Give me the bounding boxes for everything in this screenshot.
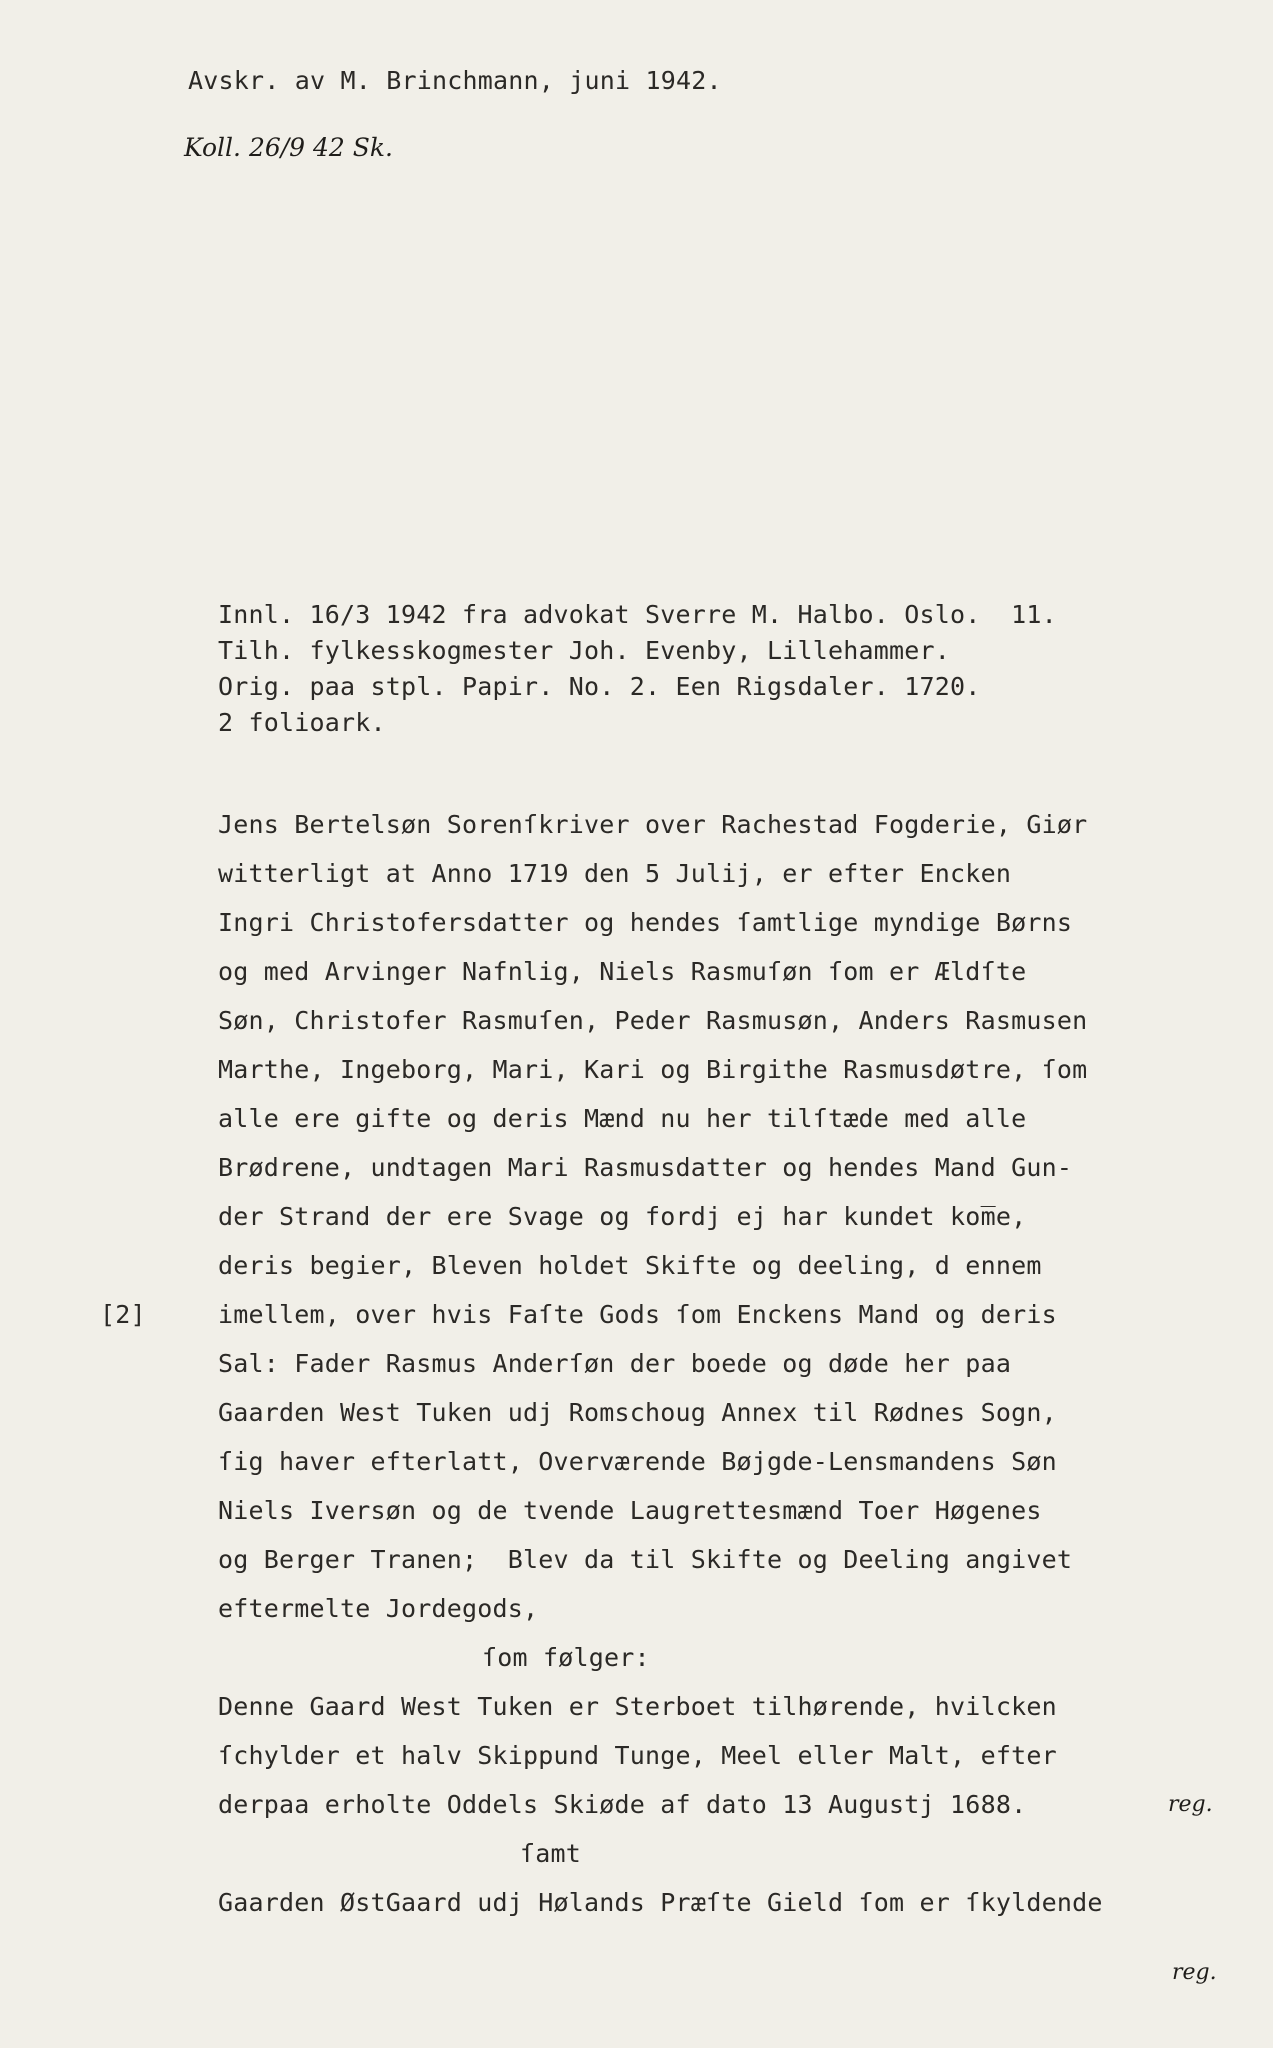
margin-note: reg. — [1172, 1960, 1217, 1985]
source-info-line: Innl. 16/3 1942 fra advokat Sverre M. Halbo. Oslo. 11. — [218, 600, 1057, 629]
transcription-note: Avskr. av M. Brinchmann, juni 1942. — [188, 66, 722, 95]
body-line: deris begier, Bleven holdet Skifte og deeling, d ennem — [218, 1251, 1042, 1280]
body-line: imellem, over hvis Faſte Gods ſom Enckens Mand og deris — [218, 1300, 1057, 1329]
body-line: og Berger Tranen; Blev da til Skifte og Deeling angivet — [218, 1545, 1073, 1574]
body-line: der Strand der ere Svage og fordj ej har kundet kom̅e, — [218, 1202, 1027, 1231]
handwritten-annotation: Koll. 26/9 42 Sk. — [184, 133, 394, 162]
body-line: Ingri Christofersdatter og hendes ſamtlige myndige Børns — [218, 908, 1073, 937]
body-line: Gaarden ØstGaard udj Hølands Præſte Gield ſom er ſkyldende — [218, 1888, 1103, 1917]
body-line: Sal: Fader Rasmus Anderſøn der boede og døde her paa — [218, 1349, 1012, 1378]
body-line: ſom følger: — [482, 1643, 650, 1672]
source-info-line: 2 folioark. — [218, 708, 386, 737]
body-line: ſchylder et halv Skippund Tunge, Meel eller Malt, efter — [218, 1741, 1057, 1770]
body-line: ſig haver efterlatt, Overværende Bøjgde-Lensmandens Søn — [218, 1447, 1057, 1476]
source-info-line: Orig. paa stpl. Papir. No. 2. Een Rigsdaler. 1720. — [218, 672, 981, 701]
body-line: alle ere gifte og deris Mænd nu her tilſtæde med alle — [218, 1104, 1027, 1133]
body-line: og med Arvinger Nafnlig, Niels Rasmuſøn ſom er Ældſte — [218, 957, 1027, 986]
body-line: witterligt at Anno 1719 den 5 Julij, er efter Encken — [218, 859, 1012, 888]
source-info-line: Tilh. fylkesskogmester Joh. Evenby, Lillehammer. — [218, 636, 951, 665]
body-line: Søn, Christofer Rasmuſen, Peder Rasmusøn, Anders Rasmusen — [218, 1006, 1088, 1035]
body-line: Denne Gaard West Tuken er Sterboet tilhørende, hvilcken — [218, 1692, 1057, 1721]
page-marker: [2] — [100, 1300, 146, 1329]
body-line: Gaarden West Tuken udj Romschoug Annex til Rødnes Sogn, — [218, 1398, 1057, 1427]
body-line: ſamt — [520, 1839, 582, 1868]
body-line: Marthe, Ingeborg, Mari, Kari og Birgithe Rasmusdøtre, ſom — [218, 1055, 1088, 1084]
body-line: Brødrene, undtagen Mari Rasmusdatter og hendes Mand Gun- — [218, 1153, 1073, 1182]
body-line: Jens Bertelsøn Sorenſkriver over Rachestad Fogderie, Giør — [218, 810, 1088, 839]
body-line: Niels Iversøn og de tvende Laugrettesmænd Toer Høgenes — [218, 1496, 1042, 1525]
body-line: eftermelte Jordegods, — [218, 1594, 539, 1623]
body-line: derpaa erholte Oddels Skiøde af dato 13 Augustj 1688. — [218, 1790, 1027, 1819]
margin-note: reg. — [1168, 1792, 1213, 1817]
